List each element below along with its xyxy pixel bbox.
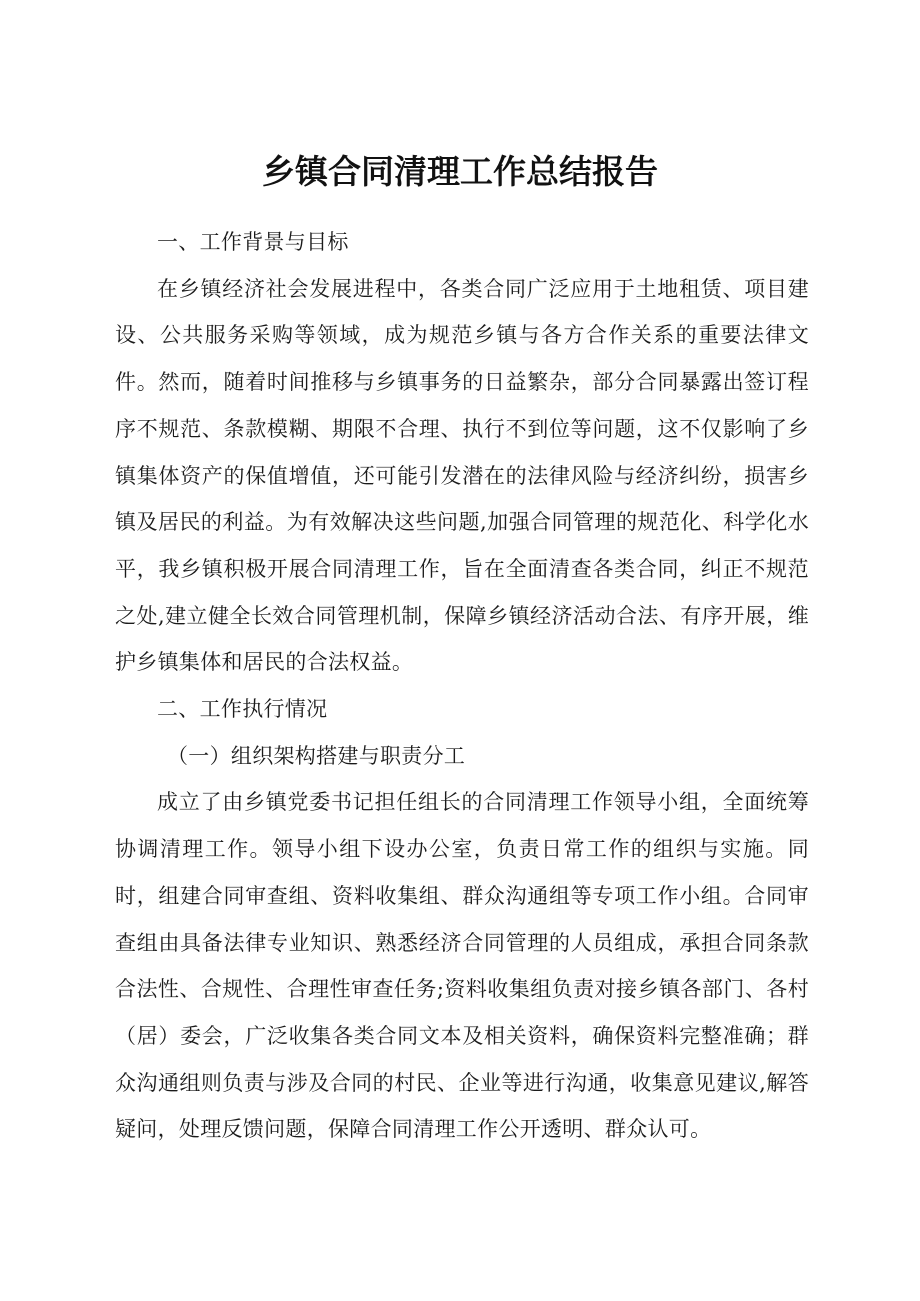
section-2-heading: 二、工作执行情况 — [157, 697, 328, 722]
section-1-heading: 一、工作背景与目标 — [157, 230, 349, 254]
section-2-paragraph: 成立了由乡镇党委书记担任组长的合同清理工作领导小组，全面统筹协调清理工作。领导小组下设办公室，负责日常工作的组织与实施。同时，组建合同审查组、资料收集组、群众沟通组等专项工作小组。合同审查组由具备法律专业知识、熟悉经济合同管理的人员组成，承担合同条款合法性、合规性、合理性审查任务;资料收集组负责对接乡镇各部门、各村（居）委会，广泛收集各类合同文本及相关资料，确保资料完整准确；群众沟通组则负责与涉及合同的村民、企业等进行沟通，收集意见建议,解答疑问，处理反馈问题，保障合同清理工作公开透明、群众认可。 — [115, 790, 809, 1142]
section-1-paragraph: 在乡镇经济社会发展进程中，各类合同广泛应用于土地租赁、项目建设、公共服务采购等领域，成为规范乡镇与各方合作关系的重要法律文件。然而，随着时间推移与乡镇事务的日益繁杂，部分合同暴露出签订程序不规范、条款模糊、期限不合理、执行不到位等问题，这不仅影响了乡镇集体资产的保值增值，还可能引发潜在的法律风险与经济纠纷，损害乡镇及居民的利益。为有效解决这些问题,加强合同管理的规范化、科学化水平，我乡镇积极开展合同清理工作，旨在全面清查各类合同，纠正不规范之处,建立健全长效合同管理机制，保障乡镇经济活动合法、有序开展，维护乡镇集体和居民的合法权益。 — [115, 276, 809, 675]
document-body — [115, 219, 809, 1153]
document-title: 乡镇合同清理工作总结报告 — [262, 152, 658, 192]
section-2-subheading: （一）组织架构搭建与职责分工 — [167, 743, 466, 768]
